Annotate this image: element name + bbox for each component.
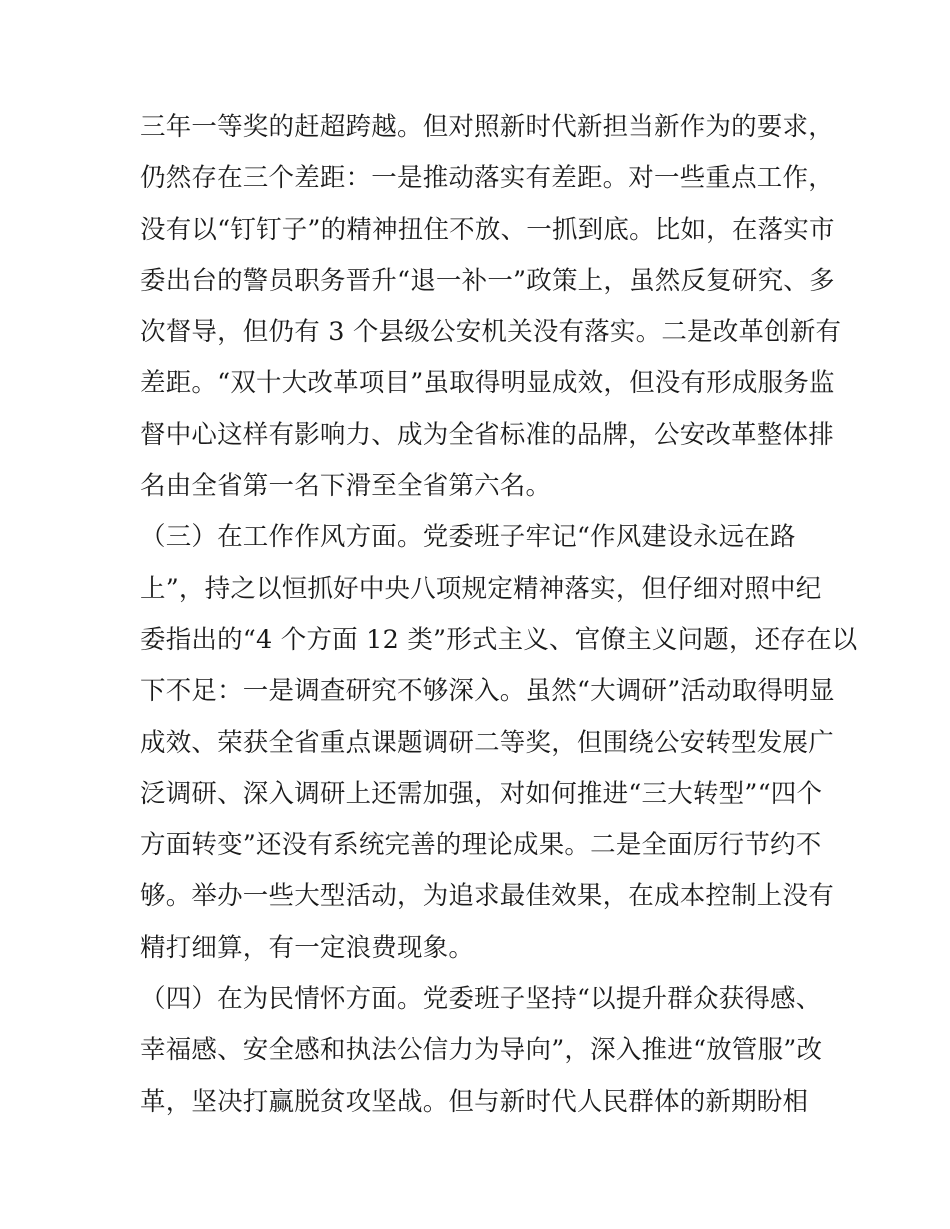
text-line: 泛调研、深入调研上还需加强，对如何推进“三大转型”“四个 [140,778,823,809]
text-line: 三年一等奖的赶超跨越。但对照新时代新担当新作为的要求， [140,112,834,142]
text-line: 革，坚决打赢脱贫攻坚战。但与新时代人民群体的新期盼相 [140,1086,809,1117]
text-line: 仍然存在三个差距：一是推动落实有差距。对一些重点工作， [140,163,834,194]
text-line: 督中心这样有影响力、成为全省标准的品牌，公安改革整体排 [140,419,834,450]
text-line: 次督导，但仍有 3 个县级公安机关没有落实。二是改革创新有 [140,317,842,348]
text-line: 没有以“钉钉子”的精神扭住不放、一抓到底。比如，在落实市 [140,214,835,245]
section-heading-line: （四）在为民情怀方面。党委班子坚持“以提升群众获得感、 [140,984,822,1015]
document-body [140,102,858,1128]
text-line: 方面转变”还没有系统完善的理论成果。二是全面厉行节约不 [140,830,822,861]
text-line: 幸福感、安全感和执法公信力为导向”，深入推进“放管服”改 [140,1035,823,1066]
text-line: 成效、荣获全省重点课题调研二等奖，但围绕公安转型发展广 [140,727,834,758]
text-line: 委指出的“4 个方面 12 类”形式主义、官僚主义问题，还存在以 [140,624,858,655]
text-line: 精打细算，有一定浪费现象。 [140,932,475,963]
text-line: 差距。“双十大改革项目”虽取得明显成效，但没有形成服务监 [140,368,835,399]
text-line: 够。举办一些大型活动，为追求最佳效果，在成本控制上没有 [140,881,834,912]
text-line: 下不足：一是调查研究不够深入。虽然“大调研”活动取得明显 [140,676,835,707]
section-heading-line: （三）在工作作风方面。党委班子牢记“作风建设永远在路 [140,522,796,553]
text-line: 上”，持之以恒抓好中央八项规定精神落实，但仔细对照中纪 [140,573,822,604]
text-line: 名由全省第一名下滑至全省第六名。 [140,471,552,502]
text-line: 委出台的警员职务晋升“退一补一”政策上，虽然反复研究、多 [140,265,835,296]
